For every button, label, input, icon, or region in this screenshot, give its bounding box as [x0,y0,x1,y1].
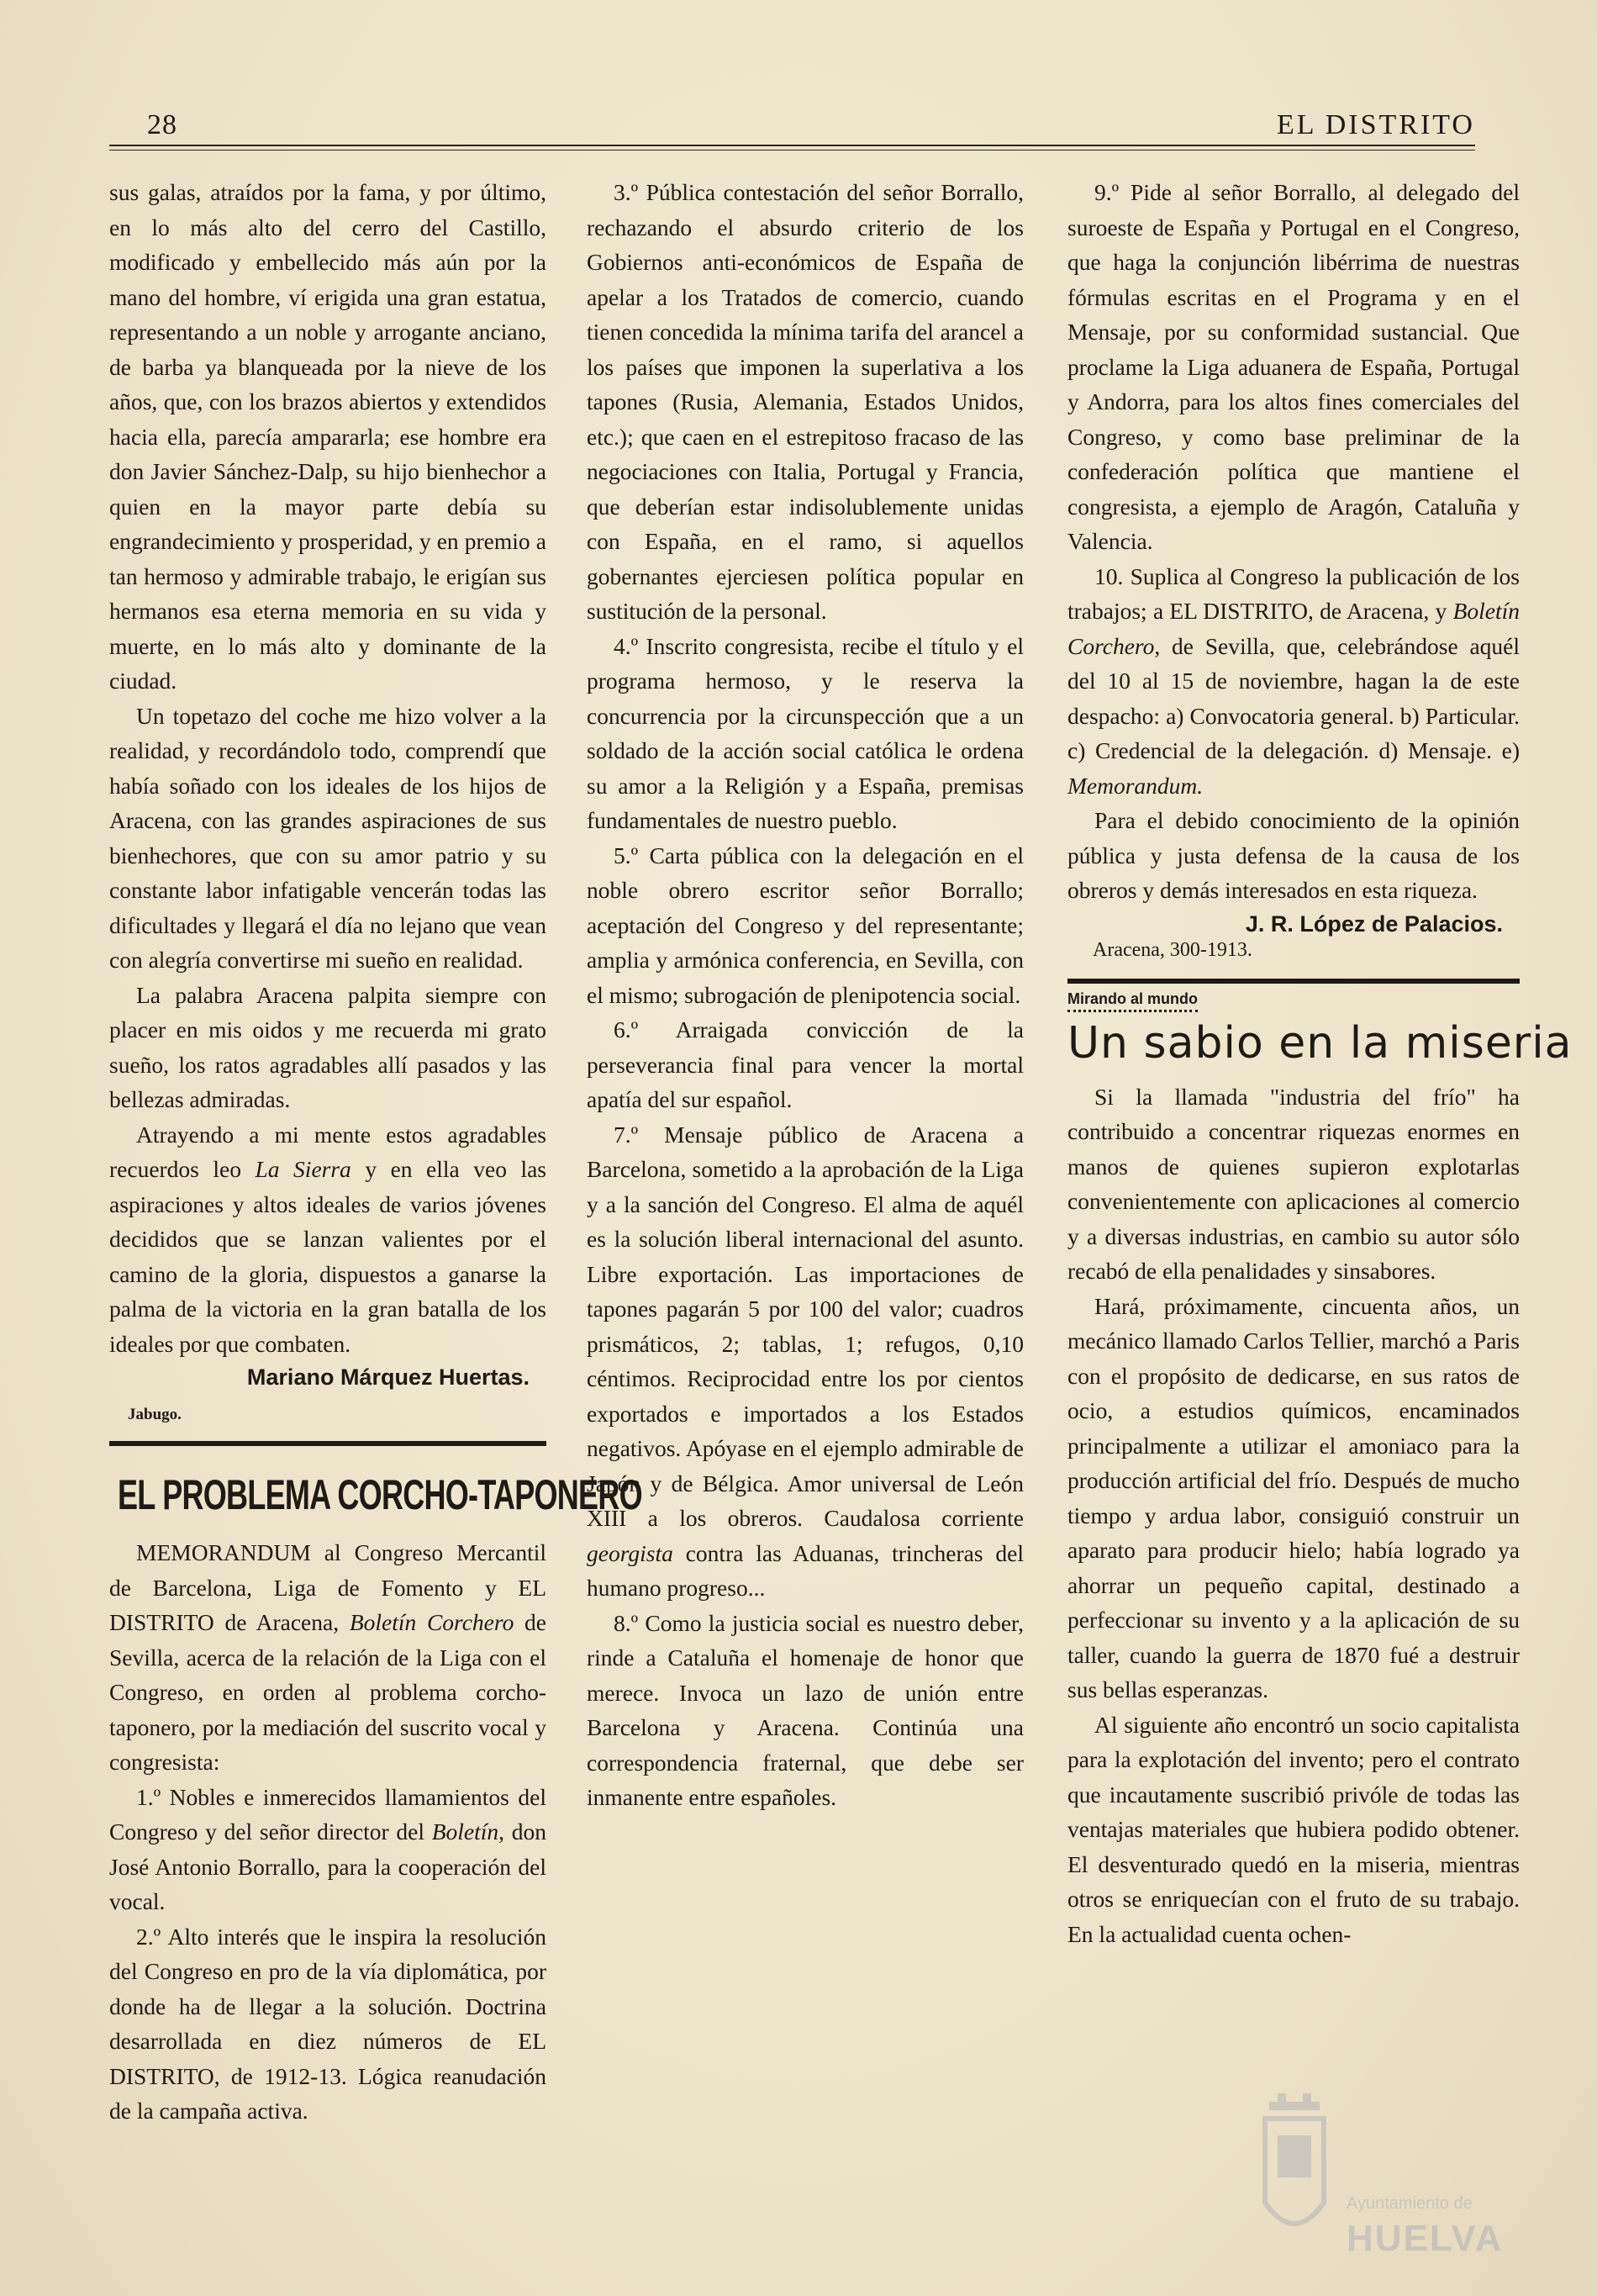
article2-intro: MEMORANDUM al Congreso Mercantil de Barcelona, Liga de Fomento y EL DISTRITO de Aracena, Boletín Corchero de Sevilla, acerca de la relación de la Liga con el Congreso, en orden al problema corcho-taponero, por la mediación del suscrito vocal y congresista: [109,1539,546,1775]
article2-item: 5.º Carta pública con la delegación en el noble obrero escritor señor Borrallo; aceptación del Congreso y del representante; amplia y armónica conferencia, en Sevilla, con el mismo; subrogación de plenipotencia social. [587,842,1024,1008]
page-number: 28 [147,109,177,140]
column-1 [109,175,642,2129]
italic-title: La Sierra [255,1156,351,1182]
article3-headline: Un sabio en la miseria [1067,1017,1573,1069]
coat-of-arms-icon [1252,2077,1336,2270]
article2-item: 2.º Alto interés que le inspira la resolución del Congreso en pro de la vía diplomática, por donde ha de llegar a la solución. Doctrina desarrollada en diez números de EL DISTRITO, de 1912-13. Lógica reanudación de la campaña activa. [109,1923,546,2124]
article3-kicker: Mirando al mundo [1067,990,1198,1012]
watermark-line2: HUELVA [1347,2218,1504,2259]
article1-paragraph: sus galas, atraídos por la fama, y por último, en lo más alto del cerro del Castillo, modificado y embellecido más aún por la mano del hombre, ví erigida una gran estatua, representando a un noble y arrogante anciano, de barba ya blanqueada por la nieve de los años, que, con los brazos abiertos y extendidos hacia ella, parecía ampararla; ese hombre era don Javier Sánchez-Dalp, su hijo bienhechor a quien en la mayor parte debía su engrandecimiento y prosperidad, y en premio a tan hermoso y admirable trabajo, le erigían sus hermanos esa eterna memoria en su vida y muerte, en lo más alto y dominante de la ciudad. [109,179,546,694]
page-header [109,99,1475,150]
article2-item: 8.º Como la justicia social es nuestro deber, rinde a Cataluña el homenaje de honor que merece. Invoca un lazo de unión entre Barcelona y Aracena. Continúa una correspondencia fraternal, que debe ser inmanente entre españoles. [587,1609,1024,1810]
article3-paragraph: Si la llamada "industria del frío" ha contribuido a concentrar riquezas enormes en manos de quienes supieron explotarlas convenientemente con aplicaciones al comercio y a diversas industrias, en cambio su autor sólo recabó de ella penalidades y sinsabores. [1067,1083,1520,1284]
article2-item: 7.º Mensaje público de Aracena a Barcelona, sometido a la aprobación de la Liga y a la sanción del Congreso. El alma de aquél es la solución liberal internacional del asunto. Libre exportación. Las importaciones de tapones pagarán 5 por 100 del valor; cuadros prismáticos, 2; tablas, 1; refugos, 0,10 céntimos. Reciprocidad entre los por cientos exportados e importados a los Estados negativos. Apóyase en el ejemplo admirable de Japón y de Bélgica. Amor universal de León XIII a los obreros. Caudalosa corriente georgista contra las Aduanas, trincheras del humano progreso... [587,1121,1024,1601]
article2-headline: EL PROBLEMA CORCHO-TAPONERO [118,1471,642,1518]
watermark-line1: Ayuntamiento de [1347,2194,1473,2213]
article2-item: 4.º Inscrito congresista, recibe el título y el programa hermoso, y le reserva la concurrencia por la circunspección que a un soldado de la acción social católica le ordena su amor a la Religión y a España, premisas fundamentales de nuestro pueblo. [587,632,1024,833]
article2-item: 10. Suplica al Congreso la publicación de los trabajos; a EL DISTRITO, de Aracena, y Boletín Corchero, de Sevilla, que, celebrándose aquél del 10 al 15 de noviembre, hagan la de este despacho: a) Convocatoria general. b) Particular. c) Credencial de la delegación. d) Mensaje. e) Memorandum. [1067,562,1520,799]
article2-place: Aracena, 300-1913. [1093,938,1252,961]
column-3 [1067,175,1573,1951]
header-rule [109,145,1475,146]
article1-signature: Mariano Márquez Huertas. [246,1364,530,1390]
article1-paragraph: Un topetazo del coche me hizo volver a la realidad, y recordándolo todo, comprendí que había soñado con los ideales de los hijos de Aracena, con las grandes aspiraciones de sus bienhechores, que con su amor patrio y su constante labor infatigable vencerán todas las dificultades y llegará el día no lejano que vean con alegría convertirse mi sueño en realidad. [109,702,546,973]
section-divider [109,1441,546,1446]
article2-closing: Para el debido conocimiento de la opinión pública y justa defensa de la causa de los obreros y demás interesados en esta riqueza. [1067,807,1520,903]
article1-place: Jabugo. [128,1406,182,1423]
article2-item: 6.º Arraigada convicción de la perseverancia final para vencer la mortal apatía del sur español. [587,1016,1024,1112]
column-2 [587,175,1024,1815]
publication-title: EL DISTRITO [1276,109,1475,140]
article2-signature: J. R. López de Palacios. [1245,910,1503,937]
article3-paragraph: Al siguiente año encontró un socio capitalista para la explotación del invento; pero el contrato que incautamente suscribió privóle de todas las ventajas materiales que hubiera podido obtener. El desventurado quedó en la miseria, mientras otros se enriquecían con el fruto de su trabajo. En la actualidad cuenta ochen- [1067,1711,1520,1947]
article2-item: 9.º Pide al señor Borrallo, al delegado del suroeste de España y Portugal en el Congreso, que haga la conjunción libérrima de nuestras fórmulas escritas en el Programa y en el Mensaje, por su conformidad sustancial. Que proclame la Liga aduanera de España, Portugal y Andorra, para los altos fines comerciales del Congreso, y como base preliminar de la confederación política que mantiene el congresista, a ejemplo de Aragón, Cataluña y Valencia. [1067,179,1520,554]
section-divider [1067,979,1520,984]
article1-paragraph: La palabra Aracena palpita siempre con placer en mis oidos y me recuerda mi grato sueño, los ratos agradables allí pasados y las bellezas admiradas. [109,981,546,1112]
article2-item: 1.º Nobles e inmerecidos llamamientos del Congreso y del señor director del Boletín, don José Antonio Borrallo, para la cooperación del vocal. [109,1783,546,1914]
huelva-watermark [1252,2077,1504,2278]
article2-item: 3.º Pública contestación del señor Borrallo, rechazando el absurdo criterio de los Gobiernos anti-económicos de España de apelar a los Tratados de comercio, cuando tienen concedida la mínima tarifa del arancel a los países que imponen la superlativa a los tapones (Rusia, Alemania, Estados Unidos, etc.); que caen en el estrepitoso fracaso de las negociaciones con Italia, Portugal y Francia, que deberían estar indisolublemente unidas con España, en el ramo, si aquellos gobernantes ejerciesen política popular en sustitución de la personal. [587,179,1024,624]
article1-paragraph: Atrayendo a mi mente estos agradables recuerdos leo La Sierra y en ella veo las aspiraciones y altos ideales de varios jóvenes decididos que se lanzan valientes por el camino de la gloria, dispuestos a ganarse la palma de la victoria en la gran batalla de los ideales por que combaten. [109,1121,547,1357]
article3-paragraph: Hará, próximamente, cincuenta años, un mecánico llamado Carlos Tellier, marchó a Paris con el propósito de dedicarse, en sus ratos de ocio, a estudios químicos, encaminados principalmente a utilizar el amoniaco para la producción artificial del frío. Después de mucho tiempo y ardua labor, consiguió construir un aparato para producir hielo; había logrado ya ahorrar un pequeño capital, destinado a perfeccionar su invento y a la aplicación de su taller, cuando la guerra de 1870 fué a destruir sus bellas esperanzas. [1067,1292,1520,1702]
